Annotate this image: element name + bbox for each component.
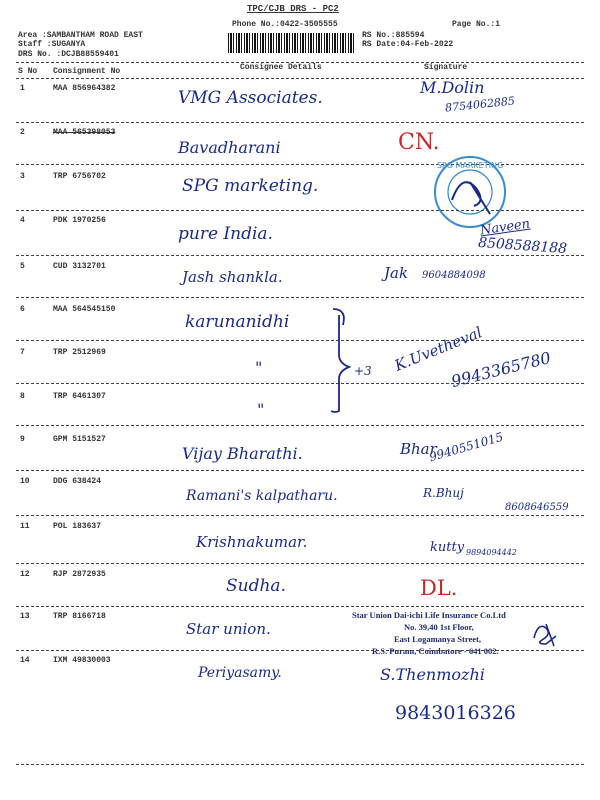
row-consignment: CUD 3132701 (53, 262, 106, 271)
row-consignee: Periyasamy. (198, 665, 282, 681)
row-sign: kutty (430, 540, 465, 555)
col-consignment: Consignment No (53, 67, 121, 76)
row-sno: 4 (20, 216, 25, 225)
row-phone: 9940551015 (427, 429, 505, 465)
row-sno: 3 (20, 172, 25, 181)
col-sno: S No (18, 67, 38, 76)
row-consignment: TRP 2512969 (53, 348, 106, 357)
row-sign: R.Bhuj (423, 486, 464, 500)
row-sign: DL. (420, 576, 458, 600)
row-consignment: PDK 1970256 (53, 216, 106, 225)
row-divider (16, 764, 584, 765)
row-consignee: Bavadharani (178, 138, 281, 157)
rs-number: RS No.:885594 (362, 31, 425, 40)
row-sign: S.Thenmozhi (380, 665, 485, 684)
row-sno: 8 (20, 392, 25, 401)
row-sno: 5 (20, 262, 25, 271)
row-sno: 10 (20, 477, 30, 486)
header-divider-bottom (16, 78, 584, 79)
row-divider (16, 210, 584, 211)
row-divider (16, 383, 584, 384)
page-number: Page No.:1 (452, 20, 501, 29)
company-stamp-line2: No. 39,40 1st Floor, (404, 622, 474, 632)
row-sno: 13 (20, 612, 30, 621)
row-consignee: " (255, 358, 263, 377)
row-sign: M.Dolin (420, 78, 485, 97)
row-sno: 11 (20, 522, 30, 531)
row-sno: 12 (20, 570, 30, 579)
row-consignee: Vijay Bharathi. (182, 444, 303, 463)
drs-number: DRS No. :DCJB88559401 (18, 50, 119, 59)
row-consignee: VMG Associates. (178, 88, 323, 108)
row-divider (16, 340, 584, 341)
group-brace-icon (325, 305, 355, 415)
row-phone: 9843016326 (395, 702, 516, 724)
row-consignee: pure India. (178, 224, 273, 244)
row-phone: 8608646559 (505, 502, 569, 513)
row-divider (16, 297, 584, 298)
row-consignment: MAA 856964382 (53, 84, 116, 93)
doc-title: TPC/CJB DRS - PC2 (247, 4, 339, 14)
row-consignment: TRP 6461307 (53, 392, 106, 401)
row-consignee: Jash shankla. (182, 268, 283, 286)
row-divider (16, 563, 584, 564)
row-phone: 8508588188 (477, 234, 568, 258)
row-divider (16, 650, 584, 651)
row-sno: 9 (20, 435, 25, 444)
row-consignee: " (257, 400, 265, 419)
area-label: Area :SAMBANTHAM ROAD EAST (18, 31, 143, 40)
group-sign: K.Uvetheval (392, 323, 485, 375)
row-consignee: Sudha. (226, 576, 286, 596)
row-divider (16, 255, 584, 256)
row-consignment: RJP 2872935 (53, 570, 106, 579)
row-sno: 2 (20, 128, 25, 137)
row-consignment: POL 183637 (53, 522, 102, 531)
row-sign: Bhar (400, 440, 437, 458)
row-consignment: MAA 565398053 (53, 128, 116, 137)
spg-stamp-text: SPG MARKETING (436, 161, 504, 170)
row-sno: 7 (20, 348, 25, 357)
staff-label: Staff :SUGANYA (18, 40, 86, 49)
row-sign: Jak (384, 264, 409, 282)
company-stamp-line3: East Logamanya Street, (394, 634, 481, 644)
row-consignment: TRP 6756702 (53, 172, 106, 181)
row-consignment: TRP 8166718 (53, 612, 106, 621)
row-sign: Naveen (479, 216, 532, 239)
row-consignee: karunanidhi (185, 312, 290, 332)
row-consignee: Star union. (186, 620, 271, 638)
row-divider (16, 425, 584, 426)
col-consignee: Consignee Details (240, 63, 322, 72)
col-signature: Signature (424, 63, 468, 72)
group-note: +3 (354, 364, 372, 378)
company-stamp-line1: Star Union Dai-ichi Life Insurance Co.Ltd (352, 610, 506, 620)
rs-date: RS Date:04-Feb-2022 (362, 40, 454, 49)
row-phone: 9604884098 (422, 270, 486, 281)
signature-scribble-icon (528, 618, 560, 648)
row-sno: 6 (20, 305, 25, 314)
row-phone: 9894094442 (466, 548, 517, 557)
row-sno: 14 (20, 656, 30, 665)
row-divider (16, 606, 584, 607)
group-phone: 9943365780 (449, 347, 553, 392)
company-stamp-line4: R.S. Puram, Coimbatore - 641 002. (372, 646, 499, 656)
phone-number: Phone No.:0422-3505555 (232, 20, 338, 29)
row-consignee: Krishnakumar. (196, 533, 308, 551)
row-divider (16, 515, 584, 516)
row-consignment: IXM 49830003 (53, 656, 111, 665)
row-sign: CN. (398, 130, 440, 155)
row-sno: 1 (20, 84, 25, 93)
row-consignment: GPM 5151527 (53, 435, 106, 444)
row-divider (16, 470, 584, 471)
row-consignee: Ramani's kalpatharu. (186, 488, 338, 504)
row-divider (16, 122, 584, 123)
row-phone: 8754062885 (444, 94, 516, 115)
row-consignment: DDG 638424 (53, 477, 102, 486)
barcode (228, 33, 354, 53)
row-consignee: SPG marketing. (182, 176, 319, 196)
row-consignment: MAA 564545150 (53, 305, 116, 314)
